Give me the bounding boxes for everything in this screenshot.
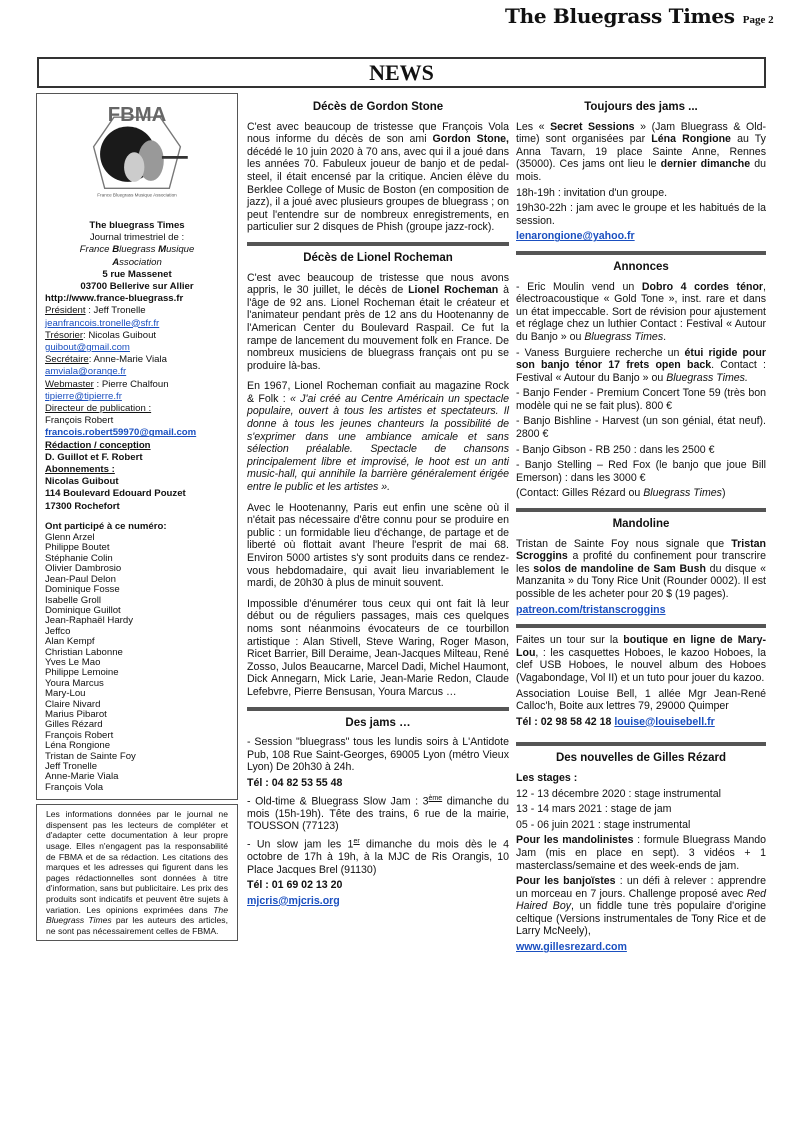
contributor-name: Tristan de Sainte Foy (45, 750, 136, 762)
paragraph (247, 502, 509, 590)
contributor-name: Dominique Guillot (45, 604, 121, 616)
paragraph (516, 415, 766, 440)
paragraph (45, 269, 229, 281)
paragraph (45, 330, 229, 342)
text-run: Léna Rongione (651, 133, 731, 146)
article-title: Annonces (613, 260, 669, 273)
paragraph (516, 459, 766, 484)
text-run: ème (428, 794, 443, 802)
section-divider (516, 508, 766, 512)
paragraph (516, 538, 766, 601)
text-run: - Old-time & Bluegrass Slow Jam : 3 (247, 795, 429, 808)
paragraph (516, 803, 766, 816)
article-title: Toujours des jams ... (584, 101, 698, 113)
article-toujours-jams (516, 121, 766, 243)
contributor-name: François Vola (45, 781, 104, 793)
text-run: Association Louise Bell, 1 allée Mgr Jean-René Calloc'h, Boite aux lettres 79, 29000 Quimper (516, 687, 766, 713)
section-divider (247, 707, 509, 711)
contributor-name: Jean-Paul Delon (45, 573, 116, 585)
text-run: Journal trimestriel de : (89, 232, 185, 244)
paragraph (516, 281, 766, 344)
text-run: The Bluegrass Times (46, 904, 228, 926)
article-annonces (516, 281, 766, 501)
paragraph (247, 272, 509, 373)
contributor-name: Stéphanie Colin (45, 552, 113, 564)
text-run: étui rigide pour son banjo ténor 17 frets open back (516, 346, 766, 372)
text-run: dimanche du mois (15h-19h). Tête des trains, 6 rue de la mairie, TOUSSON (77123) (247, 795, 509, 833)
text-run: ) (721, 487, 726, 500)
disclaimer-box (36, 804, 238, 941)
text-run: - Banjo Stelling – Red Fox (le banjo que joue Bill Emerson) : dans les 3000 € (516, 459, 766, 484)
middle-column (247, 95, 509, 910)
paragraph (516, 187, 766, 200)
text-run: Nicolas Guibout (45, 476, 119, 488)
paragraph (516, 772, 766, 785)
text-run: : Pierre Chalfoun (93, 378, 169, 390)
text-run: er (353, 837, 360, 845)
text-run: Les stages : (516, 771, 578, 784)
contributor-name: Dominique Fosse (45, 584, 120, 596)
text-run: - Un slow jam les 1 (247, 838, 354, 851)
contributors-title: Ont participé à ce numéro: (45, 520, 167, 532)
article-title: Des jams … (345, 716, 411, 729)
text-run: 05 - 06 juin 2021 : stage instrumental (516, 818, 691, 831)
text-run: : un défi à relever : apprendre un morceau en 7 jours. Challenge proposé avec (516, 875, 766, 900)
paragraph (45, 257, 229, 269)
text-run: France (79, 244, 113, 256)
article-gilles-rezard (516, 772, 766, 954)
paragraph (516, 834, 766, 872)
text-run: Pour les mandolinistes (516, 834, 634, 847)
link[interactable]: lenarongione@yahoo.fr (516, 230, 635, 243)
text-run: décédé le 10 juin 2020 à 70 ans, avec qui il a joué dans les années 70. Fabuleux joueur de banjo et de pedal-steel, il était encensé par la critique. Ancien élève du Berklee College of Music de Boston (en composition de jazz), il a joué avec plusieurs groupes de bluegrass ; on peut l'entendre sur de nombreux enregistrements, en particulier sur 2 disques de Phish (groupe jazz-rock). (247, 145, 509, 234)
paragraph (45, 220, 229, 232)
link[interactable]: francois.robert59970@gmail.com (45, 427, 197, 439)
text-run: - Session "bluegrass" tous les lundis soirs à L'Antidote Pub, 108 Rue Saint-Georges, 69005 Lyon (métro Vieux Lyon) De 20h30 à 24h. (247, 736, 509, 774)
text-run: : Anne-Marie Viala (88, 354, 167, 366)
article-title: Décès de Lionel Rocheman (303, 251, 453, 264)
text-run: Président (45, 305, 86, 317)
text-run: 18h-19h : invitation d'un groupe. (516, 186, 668, 199)
left-column (36, 93, 238, 941)
article-mandoline (516, 538, 766, 617)
paragraph (45, 476, 229, 488)
contributor-name: Youra Marcus (45, 677, 104, 689)
text-run: C'est avec beaucoup de tristesse que nous avons appris, le 30 juillet, le décès de (247, 271, 509, 297)
article-lionel-rocheman (247, 272, 509, 699)
link[interactable]: louise@louisebell.fr (614, 715, 715, 728)
paragraph (247, 121, 509, 234)
contributor-name: Jeffco (45, 625, 71, 637)
text-run: Red Haired Boy (516, 887, 766, 913)
text-run: http://www.france-bluegrass.fr (45, 293, 184, 305)
text-run: Tristan de Sainte Foy nous signale que (516, 537, 732, 550)
section-divider (516, 742, 766, 746)
paragraph (516, 716, 766, 729)
paragraph (45, 342, 229, 354)
text-run: - Eric Moulin vend un (516, 280, 642, 293)
text-run: - Banjo Bishline - Harvest (un son génial, état neuf). 2800 € (516, 415, 766, 441)
text-run: 13 - 14 mars 2021 : stage de jam (516, 803, 672, 816)
contributor-name: Marius Pibarot (45, 708, 107, 720)
right-column (516, 95, 766, 957)
paragraph (516, 202, 766, 227)
sidebar-masthead-box (36, 93, 238, 800)
text-run: Faites un tour sur la (516, 634, 624, 647)
text-run: Bluegrass Times. (666, 371, 748, 384)
paragraph (516, 875, 766, 938)
paragraph (45, 452, 229, 464)
contributor-name: Gilles Rézard (45, 719, 103, 731)
contributor-name: Léna Rongione (45, 740, 111, 752)
paragraph (45, 464, 229, 476)
newsletter-title: The Bluegrass Times (505, 4, 735, 28)
paragraph (247, 598, 509, 699)
contributor-name: Alan Kempf (45, 636, 95, 648)
text-run: , : les casquettes Hoboes, le kazoo Hoboes, la clef USB Hoboes, le nouvel album des Hoboes (Vagabondage, Vol II) et un tuto pour jouer du kazoo. (516, 646, 766, 684)
paragraph (45, 440, 229, 452)
link[interactable]: www.gillesrezard.com (516, 941, 627, 954)
text-run: Rédaction / conception (45, 439, 151, 451)
text-run: Avec le Hootenanny, Paris eut enfin une scène où il n'était pas nécessaire d'être connu pour se produire en public : un formidable lieu d'échange, de partage et de liberté où flottait avant l'heure l'esprit de mai 68. Environ 5000 artistes s'y sont produits dans ce rendez-vous hebdomadaire, qui avait lieu invariablement le mardi, de 20h30 à plus de minuit souvent. (247, 501, 509, 590)
text-run: - Banjo Gibson - RB 250 : dans les 2500 € (516, 443, 715, 456)
link[interactable]: mjcris@mjcris.org (247, 894, 340, 907)
paragraph (45, 427, 229, 439)
text-run: Dobro 4 cordes ténor (641, 280, 764, 293)
masthead (505, 4, 774, 28)
contributor-name: Anne-Marie Viala (45, 771, 119, 783)
contributor-name: François Robert (45, 729, 114, 741)
text-run: En 1967, Lionel Rocheman confiait au magazine Rock & Folk : (247, 380, 509, 405)
paragraph (516, 788, 766, 801)
text-run: Bluegrass Times (584, 330, 664, 343)
section-divider (516, 251, 766, 255)
text-run: « J'ai créé au Centre Américain un spectacle populaire, ouvert à tous les artistes et spectateurs. Il donne à tous les jeunes chanteurs la possibilité de s'exprimer dans une ambiance amicale et sans sélection préalable. Spectacle de chansons principalement libre et improvisé, le hoot est un anti music-hall, qui annihile la barrière généralement érigée entre le public et les artistes ». (247, 392, 509, 494)
text-run: Trésorier (45, 329, 84, 341)
text-run: Tél : 02 98 58 42 18 (516, 715, 615, 728)
article-gordon-stone (247, 121, 509, 234)
fbma-logo (77, 100, 197, 212)
text-run: Lionel Rocheman (408, 284, 499, 297)
paragraph (45, 403, 229, 415)
paragraph (516, 688, 766, 713)
text-run: Pour les banjoïstes (516, 875, 616, 888)
publication-info (45, 220, 229, 293)
contributor-name: Philippe Boutet (45, 542, 110, 554)
text-run: The bluegrass Times (89, 220, 185, 231)
text-run: dernier dimanche (660, 158, 751, 171)
text-run: 17300 Rochefort (45, 500, 120, 512)
text-run: . (663, 330, 667, 343)
link[interactable]: tipierre@tipierre.fr (45, 390, 122, 402)
paragraph (247, 777, 509, 790)
svg-text:France Bluegrass Musique Assoc: France Bluegrass Musique Association (97, 192, 177, 198)
text-run: boutique en ligne de Mary-Lou (516, 634, 766, 659)
paragraph (516, 387, 766, 412)
text-run: (Contact: Gilles Rézard ou (516, 487, 644, 500)
paragraph (46, 809, 228, 936)
text-run: Tél : 04 82 53 55 48 (247, 776, 343, 789)
paragraph (516, 347, 766, 385)
paragraph (516, 604, 766, 617)
text-run: 5 rue Massenet (102, 268, 172, 280)
text-run: B (112, 244, 120, 256)
text-run: 19h30-22h : jam avec le groupe et les habitués de la session. (516, 202, 766, 227)
contributor-name: Jean-Raphaël Hardy (45, 615, 133, 627)
section-banner: NEWS (37, 57, 766, 88)
text-run: à l'âge de 92 ans. Lionel Rocheman était le créateur et l'animateur pendant près de 12 ans du Hootenanny de l'American Center du Boulevard Raspail. Ce fut la rampe de lancement du mouvement folk en France. De nombreux musiciens de bluegrass français ont pu se produire là-bas. (247, 284, 509, 372)
text-run: a profité du confinement pour transcrire les (516, 550, 766, 575)
text-run: 12 - 13 décembre 2020 : stage instrumental (516, 787, 721, 800)
link[interactable]: jeanfrancois.tronelle@sfr.fr (45, 317, 160, 329)
article-title: Mandoline (612, 518, 670, 531)
text-run: : Jeff Tronelle (85, 305, 146, 317)
paragraph (516, 121, 766, 184)
text-run: 03700 Bellerive sur Allier (80, 281, 194, 293)
article-jams (247, 736, 509, 907)
link[interactable]: amviala@orange.fr (45, 366, 127, 378)
text-run: Directeur de publication : (45, 403, 152, 415)
contributors-list (45, 533, 229, 793)
text-run: - Vaness Burguiere recherche un (516, 346, 685, 359)
contributor-name: Claire Nivard (45, 698, 101, 710)
text-run: Tristan Scroggins (516, 537, 766, 563)
paragraph (45, 305, 229, 317)
link[interactable]: patreon.com/tristanscroggins (516, 603, 666, 616)
text-run: Abonnements : (45, 464, 115, 476)
text-run: Secret Sessions (550, 120, 635, 133)
text-run: du mois. (516, 158, 766, 183)
paragraph (45, 366, 229, 378)
article-title: Des nouvelles de Gilles Rézard (555, 752, 726, 765)
svg-text:FBMA: FBMA (107, 103, 167, 126)
text-run: : formule Bluegrass Mando Jam (mis en place en sept). 3 vidéos + 1 masterclass/semaine et des week-ends de jam. (516, 834, 766, 872)
text-run: D. Guillot et F. Robert (45, 451, 143, 463)
text-run: Les « (516, 120, 551, 133)
contributor-name: Isabelle Groll (45, 594, 101, 606)
contact-list (45, 293, 229, 513)
paragraph (45, 488, 229, 500)
paragraph (45, 354, 229, 366)
paragraph (516, 487, 766, 500)
paragraph (45, 415, 229, 427)
text-run: Secrétaire (45, 354, 89, 366)
paragraph (45, 232, 229, 244)
text-run: ssociation (119, 256, 162, 268)
text-run: C'est avec beaucoup de tristesse que François Vola nous informe du décès de son ami (247, 120, 509, 146)
contributor-name: Mary-Lou (45, 688, 86, 700)
section-divider (516, 624, 766, 628)
text-run: Webmaster (45, 378, 94, 390)
paragraph (247, 879, 509, 892)
contributor-name: Christian Labonne (45, 646, 123, 658)
article-title: Décès de Gordon Stone (312, 101, 444, 113)
text-run: Bluegrass Times (643, 487, 722, 500)
text-run: 114 Boulevard Edouard Pouzet (45, 488, 186, 500)
paragraph (45, 244, 229, 256)
text-run: par les auteurs des articles, ne sont pas nécessairement celles de FBMA. (46, 915, 228, 936)
text-run: . Contact : Festival « Autour du Banjo » ou (516, 359, 766, 384)
paragraph (45, 318, 229, 330)
paragraph (247, 793, 509, 833)
page-number: Page 2 (742, 14, 774, 26)
contributor-name: Yves Le Mao (45, 656, 101, 668)
section-divider (247, 242, 509, 246)
link[interactable]: guibout@gmail.com (45, 342, 130, 354)
paragraph (45, 391, 229, 403)
text-run: , un fiddle tune très populaire d'origine celtique (Versions instrumentales de Tony Rice et de Larry McNeely), (516, 900, 767, 938)
paragraph (516, 634, 766, 684)
article-boutique (516, 634, 766, 728)
text-run: : Nicolas Guibout (83, 329, 157, 341)
paragraph (516, 444, 766, 457)
paragraph (45, 501, 229, 513)
text-run: solos de mandoline de Sam Bush (533, 562, 706, 575)
paragraph (45, 293, 229, 305)
contributor-name: Olivier Dambrosio (45, 563, 122, 575)
contributor-name: Glenn Arzel (45, 532, 95, 544)
paragraph (247, 380, 509, 493)
text-run: du disque « Manzanita » du Tony Rice Unit (Rounder 0002). Il est possible de les acheter pour 20 $ (19 pages). (516, 562, 766, 600)
paragraph (516, 941, 766, 954)
text-run: Impossible d'énumérer tous ceux qui ont fait là leur début ou de réguliers passages, mais ces quelques noms sont néanmoins évocateurs de ce tourbillon artistique : Alan Stivell, Steve Waring, Roger Mason, Ricet Barrier, Bill Deraime, Jean-Jacques Milteau, René Zosso, Julos Beaucarne, Marcel Dadi, Michel Haumont, Dick Annegarn, Mick Larie, Jean-Marie Redon, Claude Lefebvre, Pierre Bensusan, Youra Marcus … (247, 597, 509, 698)
paragraph (45, 281, 229, 293)
text-run: » (Jam Bluegrass & Old-time) sont organisées par (516, 120, 767, 146)
text-run: A (112, 256, 120, 268)
paragraph (516, 230, 766, 243)
text-run: M (158, 244, 167, 256)
paragraph (247, 895, 509, 908)
text-run: - Banjo Fender - Premium Concert Tone 59 (très bon modèle qui ne se fait plus). 800 € (516, 387, 766, 412)
text-run: usique (166, 244, 195, 256)
contributor-name: Philippe Lemoine (45, 667, 119, 679)
contributor-name: Jeff Tronelle (45, 761, 98, 773)
paragraph (247, 836, 509, 876)
paragraph (45, 379, 229, 391)
text-run: , électroacoustique « Gold Tone », inst. rare et dans un état impeccable. Sort de révision pour ajustement et réglage chez un luthier Contact : Festival « Autour du Banjo » ou (516, 280, 766, 343)
text-run: au Ty Anna Tavarn, 19 place Sainte Anne, Rennes (35000). Ces jams ont lieu le (516, 133, 766, 171)
text-run: dimanche du mois dès le 4 octobre de 17h à 19h, à la MJC de Ris Orangis, 10 Place Jacques Brel (91130) (247, 838, 510, 876)
text-run: luegrass (119, 244, 159, 256)
paragraph (516, 819, 766, 832)
text-run: Tél : 01 69 02 13 20 (247, 879, 343, 892)
text-run: Gordon Stone, (432, 133, 510, 146)
text-run: François Robert (45, 415, 114, 427)
paragraph (247, 736, 509, 774)
text-run: Les informations données par le journal ne dispensent pas les lecteurs de compléter et d'adapter cette documentation à leur propre usage. Elles n'engagent pas la responsabilité de FBMA et de sa rédaction. Les citations des marques et les adresses qui figurent dans les pages rédactionnelles sont données à titre d'information, sans but publicitaire. Les prix des produits sont indicatifs et peuvent être sujets à variation. Les opinions exprimées dans (46, 809, 228, 915)
